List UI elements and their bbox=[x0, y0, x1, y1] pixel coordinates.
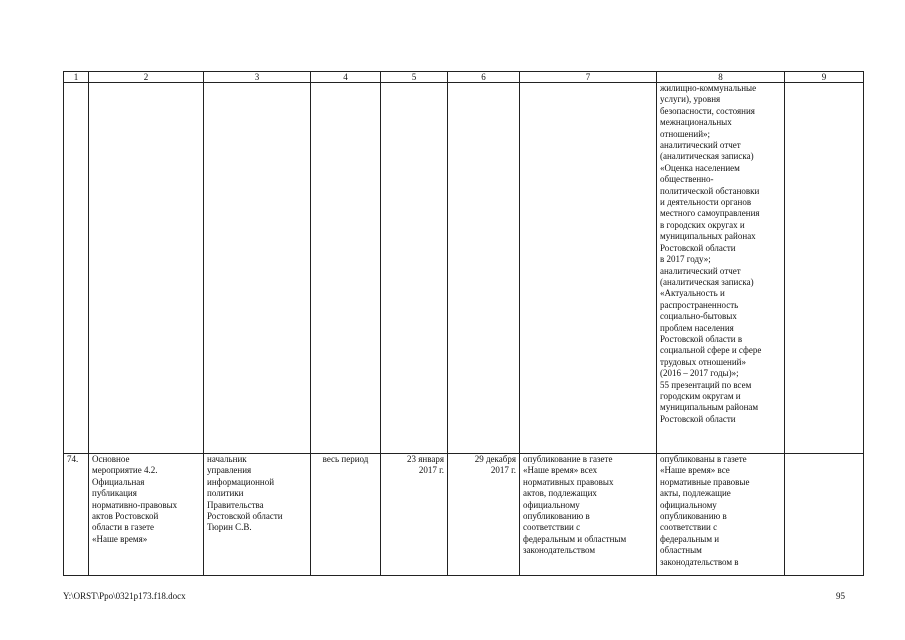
cont-cell-6 bbox=[448, 83, 520, 454]
plan-table bbox=[63, 71, 864, 576]
cont-cell-5 bbox=[381, 83, 448, 454]
cont-cell-2 bbox=[89, 83, 204, 454]
cont-cell-7 bbox=[520, 83, 657, 454]
end-date: 29 декабря 2017 г. bbox=[448, 454, 520, 576]
cont-cell-9 bbox=[785, 83, 864, 454]
row-number: 74. bbox=[64, 454, 89, 576]
col-header-4: 4 bbox=[311, 72, 381, 83]
col-header-6: 6 bbox=[448, 72, 520, 83]
cont-cell-4 bbox=[311, 83, 381, 454]
footer-file-path: Y:\ORST\Ppo\0321p173.f18.docx bbox=[63, 591, 186, 601]
cont-cell-1 bbox=[64, 83, 89, 454]
column-number-row bbox=[64, 72, 864, 83]
activity-name: Основное мероприятие 4.2. Официальная публикация нормативно-правовых актов Ростовской области в газете «Наше время» bbox=[89, 454, 204, 576]
col-header-8: 8 bbox=[657, 72, 785, 83]
col-header-3: 3 bbox=[204, 72, 311, 83]
expected-result: опубликованы в газете «Наше время» все нормативные правовые акты, подлежащие официальному опубликованию в соответствии с федеральным и областным законодательством в bbox=[657, 454, 785, 576]
col-header-9: 9 bbox=[785, 72, 864, 83]
page-number: 95 bbox=[836, 591, 845, 601]
implementation-period: весь период bbox=[311, 454, 381, 576]
cont-cell-8-result: жилищно-коммунальные услуги), уровня безопасности, состояния межнациональных отношений»; аналитический отчет (аналитическая записка) «Оценка населением общественно- политической обстановки и деятельности органов местного самоуправления в городских округах и муниципальных районах Ростовской области в 2017 году»; аналитический отчет (аналитическая записка) «Актуальность и распространенность социально-бытовых проблем населения Ростовской области в социальной сфере и сфере трудовых отношений» (2016 – 2017 годы)»; 55 презентаций по всем городским округам и муниципальным районам Ростовской области bbox=[657, 83, 785, 454]
responsible-person: начальник управления информационной политики Правительства Ростовской области Тюрин С.В. bbox=[204, 454, 311, 576]
planned-event: опубликование в газете «Наше время» всех нормативных правовых актов, подлежащих официальному опубликованию в соответствии с федеральным и областным законодательством bbox=[520, 454, 657, 576]
start-date: 23 января 2017 г. bbox=[381, 454, 448, 576]
col-header-7: 7 bbox=[520, 72, 657, 83]
col-header-1: 1 bbox=[64, 72, 89, 83]
continuation-row bbox=[64, 83, 864, 454]
col-header-5: 5 bbox=[381, 72, 448, 83]
row-74-col-9 bbox=[785, 454, 864, 576]
cont-cell-3 bbox=[204, 83, 311, 454]
table-row-74 bbox=[64, 454, 864, 576]
col-header-2: 2 bbox=[89, 72, 204, 83]
